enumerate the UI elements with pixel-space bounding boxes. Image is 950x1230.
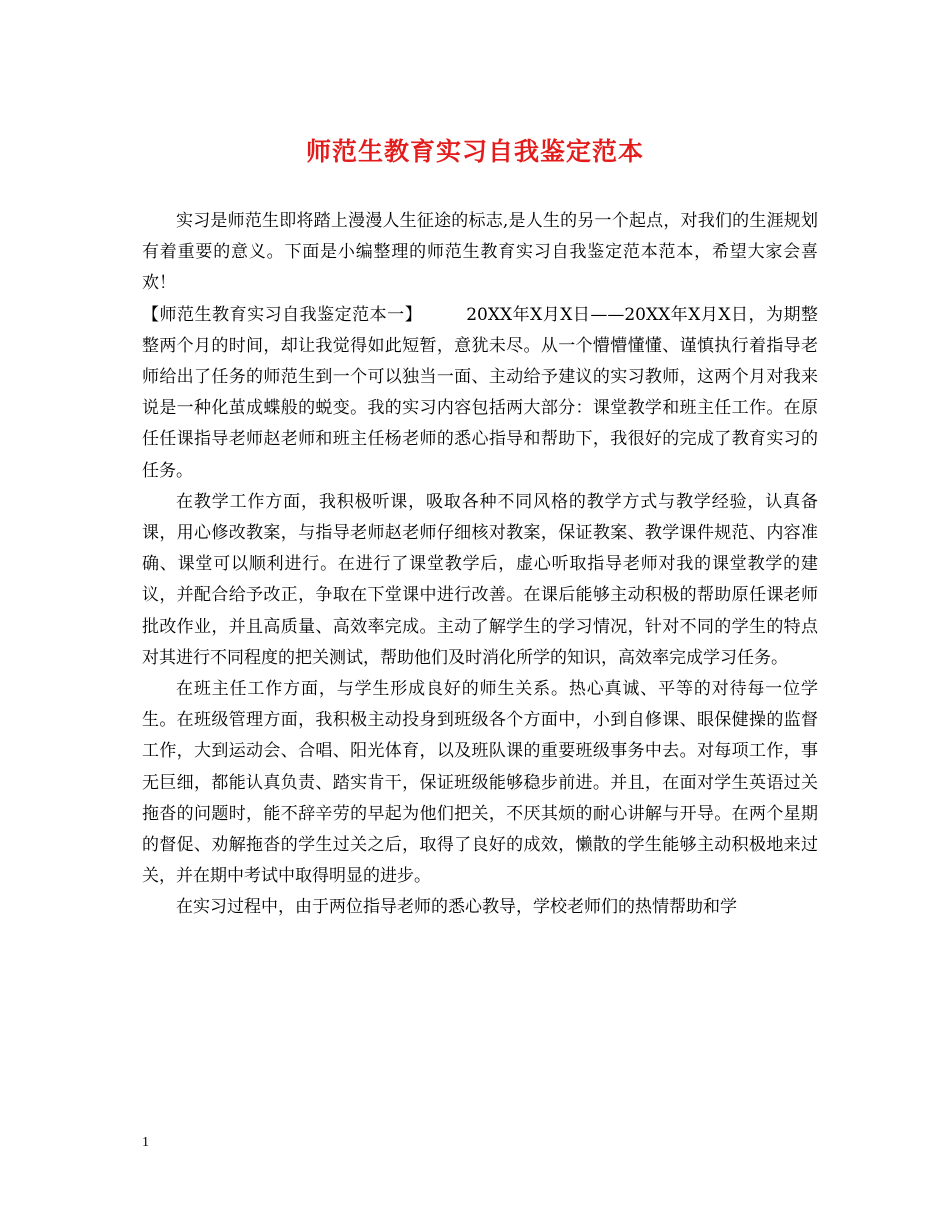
intro-paragraph: 实习是师范生即将踏上漫漫人生征途的标志,是人生的另一个起点，对我们的生涯规划有着重要的意义。下面是小编整理的师范生教育实习自我鉴定范本范本，希望大家会喜欢！ bbox=[142, 211, 818, 294]
section-heading: 【师范生教育实习自我鉴定范本一】 bbox=[142, 304, 423, 325]
internship-paragraph: 在实习过程中，由于两位指导老师的悉心教导，学校老师们的热情帮助和学 bbox=[176, 897, 737, 918]
document-title: 师范生教育实习自我鉴定范本 bbox=[305, 137, 644, 166]
class-management-paragraph: 在班主任工作方面，与学生形成良好的师生关系。热心真诚、平等的对待每一位学生。在班级管理方面，我积极主动投身到班级各个方面中，小到自修课、眼保健操的监督工作，大到运动会、合唱、阳光体育，以及班队课的重要班级事务中去。对每项工作，事无巨细，都能认真负责、踏实肯干，保证班级能够稳步前进。并且，在面对学生英语过关拖沓的问题时，能不辞辛劳的早起为他们把关，不厌其烦的耐心讲解与开导。在两个星期的督促、劝解拖沓的学生过关之后，取得了良好的成效，懒散的学生能够主动积极地来过关，并在期中考试中取得明显的进步。 bbox=[142, 679, 818, 887]
section-first-text: 20XX年X月X日——20XX年X月X日，为期整整两个月的时间，却让我觉得如此短暂，意犹未尽。从一个懵懵懂懂、谨慎执行着指导老师给出了任务的师范生到一个可以独当一面、主动给予建议的实习教师，这两个月对我来说是一种化茧成蝶般的蜕变。我的实习内容包括两大部分：课堂教学和班主任工作。在原任任课指导老师赵老师和班主任杨老师的悉心指导和帮助下，我很好的完成了教育实习的任务。 bbox=[142, 304, 818, 481]
document-body bbox=[142, 206, 818, 924]
teaching-paragraph: 在教学工作方面，我积极听课，吸取各种不同风格的教学方式与教学经验，认真备课，用心修改教案，与指导老师赵老师仔细核对教案，保证教案、教学课件规范、内容准确、课堂可以顺利进行。在进行了课堂教学后，虚心听取指导老师对我的课堂教学的建议，并配合给予改正，争取在下堂课中进行改善。在课后能够主动积极的帮助原任课老师批改作业，并且高质量、高效率完成。主动了解学生的学习情况，针对不同的学生的特点对其进行不同程度的把关测试，帮助他们及时消化所学的知识，高效率完成学习任务。 bbox=[142, 491, 818, 668]
page-number: 1 bbox=[142, 1135, 149, 1150]
section-paragraph bbox=[142, 300, 818, 487]
